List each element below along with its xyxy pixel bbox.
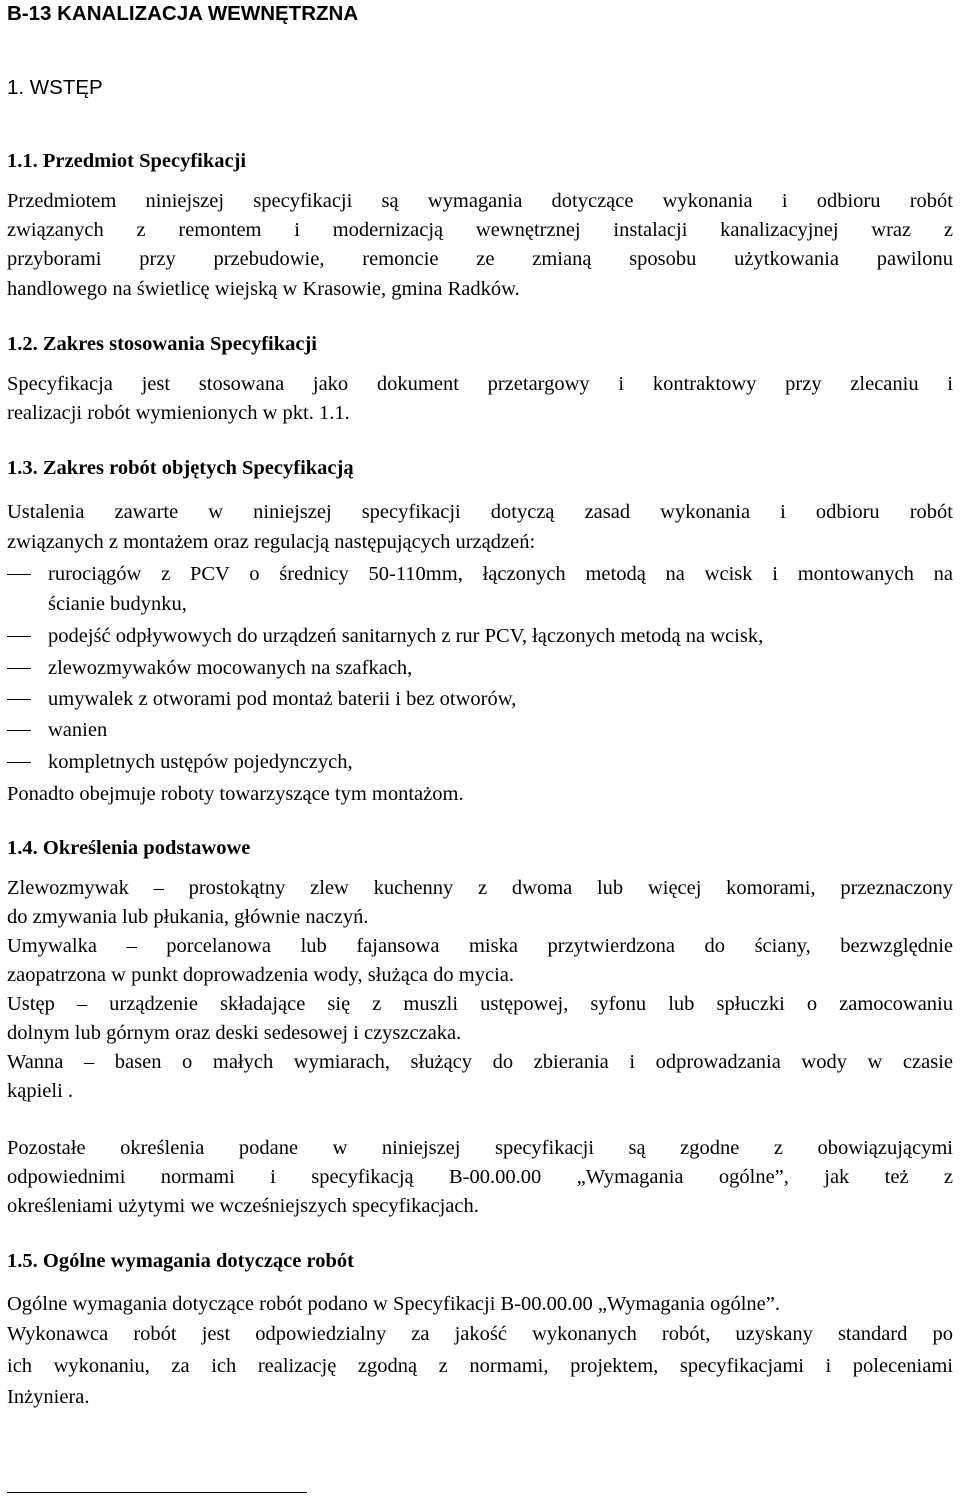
dash-bullet-icon xyxy=(7,762,31,763)
para-1-2-line-1: Specyfikacja jest stosowana jako dokument przetargowy i kontraktowy przy zlecaniu i xyxy=(7,373,953,395)
para-other-terms-line-1: Pozostałe określenia podane w niniejszej specyfikacji są zgodne z obowiązującymi xyxy=(7,1137,953,1159)
section-heading-intro: 1. WSTĘP xyxy=(7,76,103,99)
para-1-5-line-1: Ogólne wymagania dotyczące robót podano w Specyfikacji B-00.00.00 „Wymagania ogólne”. xyxy=(7,1293,780,1315)
footer-divider xyxy=(7,1492,307,1493)
dash-bullet-icon xyxy=(7,636,31,637)
para-1-3-closing: Ponadto obejmuje roboty towarzyszące tym montażom. xyxy=(7,783,464,805)
para-1-1-line-3: przyborami przy przebudowie, remoncie ze zmianą sposobu użytkowania pawilonu xyxy=(7,248,953,270)
heading-1-1: 1.1. Przedmiot Specyfikacji xyxy=(7,150,247,172)
para-1-3-line-2: związanych z montażem oraz regulacją następujących urządzeń: xyxy=(7,531,536,553)
list-item-text: wanien xyxy=(48,719,108,741)
list-item-text: kompletnych ustępów pojedynczych, xyxy=(48,751,353,773)
para-1-5-line-4: Inżyniera. xyxy=(7,1386,90,1408)
list-item-text: ścianie budynku, xyxy=(48,593,187,615)
heading-1-4: 1.4. Określenia podstawowe xyxy=(7,837,251,859)
list-item-text: podejść odpływowych do urządzeń sanitarnych z rur PCV, łączonych metodą na wcisk, xyxy=(48,625,764,647)
para-1-1-line-2: związanych z remontem i modernizacją wewnętrznej instalacji kanalizacyjnej wraz z xyxy=(7,219,953,241)
para-other-terms-line-3: określeniami użytymi we wcześniejszych specyfikacjach. xyxy=(7,1195,479,1217)
para-1-1-line-4: handlowego na świetlicę wiejską w Krasowie, gmina Radków. xyxy=(7,278,520,300)
definition-wanna-line-2: kąpieli . xyxy=(7,1080,74,1102)
definition-ustep-line-1: Ustęp – urządzenie składające się z muszli ustępowej, syfonu lub spłuczki o zamocowaniu xyxy=(7,993,953,1015)
document-title: B-13 KANALIZACJA WEWNĘTRZNA xyxy=(7,2,359,25)
para-1-2-line-2: realizacji robót wymienionych w pkt. 1.1. xyxy=(7,402,350,424)
definition-zlewozmywak-line-1: Zlewozmywak – prostokątny zlew kuchenny z dwoma lub więcej komorami, przeznaczony xyxy=(7,877,953,899)
dash-bullet-icon xyxy=(7,699,31,700)
para-1-1-line-1: Przedmiotem niniejszej specyfikacji są wymagania dotyczące wykonania i odbioru robót xyxy=(7,190,953,212)
definition-umywalka-line-1: Umywalka – porcelanowa lub fajansowa miska przytwierdzona do ściany, bezwzględnie xyxy=(7,935,953,957)
definition-ustep-line-2: dolnym lub górnym oraz deski sedesowej i czyszczaka. xyxy=(7,1022,462,1044)
para-1-5-line-2: Wykonawca robót jest odpowiedzialny za jakość wykonanych robót, uzyskany standard po xyxy=(7,1323,953,1345)
heading-1-5: 1.5. Ogólne wymagania dotyczące robót xyxy=(7,1250,354,1272)
para-other-terms-line-2: odpowiednimi normami i specyfikacją B-00.00.00 „Wymagania ogólne”, jak też z xyxy=(7,1166,953,1188)
list-item-text: zlewozmywaków mocowanych na szafkach, xyxy=(48,657,413,679)
dash-bullet-icon xyxy=(7,668,31,669)
heading-1-2: 1.2. Zakres stosowania Specyfikacji xyxy=(7,333,317,355)
para-1-3-line-1: Ustalenia zawarte w niniejszej specyfikacji dotyczą zasad wykonania i odbioru robót xyxy=(7,501,953,523)
dash-bullet-icon xyxy=(7,574,31,575)
list-item-text: umywalek z otworami pod montaż baterii i bez otworów, xyxy=(48,688,517,710)
list-item-text: rurociągów z PCV o średnicy 50-110mm, łączonych metodą na wcisk i montowanych na xyxy=(48,563,953,585)
para-1-5-line-3: ich wykonaniu, za ich realizację zgodną z normami, projektem, specyfikacjami i poleceniami xyxy=(7,1355,953,1377)
definition-wanna-line-1: Wanna – basen o małych wymiarach, służący do zbierania i odprowadzania wody w czasie xyxy=(7,1051,953,1073)
definition-umywalka-line-2: zaopatrzona w punkt doprowadzenia wody, służąca do mycia. xyxy=(7,964,514,986)
dash-bullet-icon xyxy=(7,730,31,731)
definition-zlewozmywak-line-2: do zmywania lub płukania, głównie naczyń. xyxy=(7,906,369,928)
heading-1-3: 1.3. Zakres robót objętych Specyfikacją xyxy=(7,457,354,479)
